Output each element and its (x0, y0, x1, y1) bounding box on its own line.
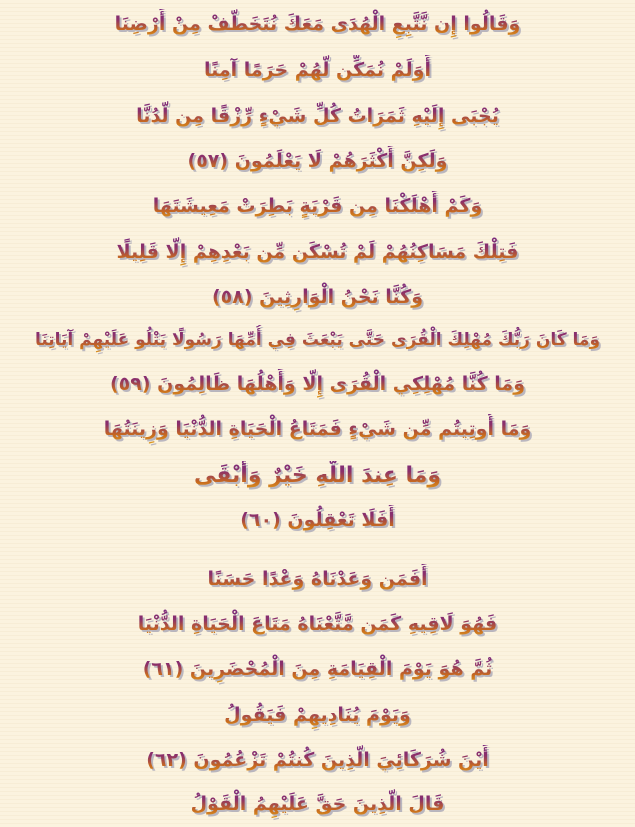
verse-line-12: أَفَلَا تَعْقِلُونَ (٦٠) (0, 505, 635, 535)
verse-line-6: فَتِلْكَ مَسَاكِنُهُمْ لَمْ تُسْكَن مِّن بَعْدِهِمْ إِلَّا قَلِيلًا (0, 237, 635, 267)
verse-line-13: أَفَمَن وَعَدْنَاهُ وَعْدًا حَسَنًا (0, 564, 635, 594)
verse-line-10: وَمَا أُوتِيتُم مِّن شَيْءٍ فَمَتَاعُ الْحَيَاةِ الدُّنْيَا وَزِينَتُهَا (0, 414, 635, 444)
verse-line-9: وَمَا كُنَّا مُهْلِكِي الْقُرَى إِلَّا وَأَهْلُهَا ظَالِمُونَ (٥٩) (0, 369, 635, 399)
verse-line-14: فَهُوَ لَاقِيهِ كَمَن مَّتَّعْنَاهُ مَتَاعَ الْحَيَاةِ الدُّنْيَا (0, 609, 635, 639)
verse-line-8: وَمَا كَانَ رَبُّكَ مُهْلِكَ الْقُرَى حَتَّى يَبْعَثَ فِي أُمِّهَا رَسُولًا يَتْلُو عَلَيْهِمْ آيَاتِنَا (0, 325, 635, 355)
verse-line-5: وَكَمْ أَهْلَكْنَا مِن قَرْيَةٍ بَطِرَتْ مَعِيشَتَهَا (0, 191, 635, 221)
verse-line-7: وَكُنَّا نَحْنُ الْوَارِثِينَ (٥٨) (0, 282, 635, 312)
verse-line-1: وَقَالُوا إِن نَّتَّبِعِ الْهُدَى مَعَكَ نُتَخَطَّفْ مِنْ أَرْضِنَا (0, 9, 635, 39)
verse-line-4: وَلَكِنَّ أَكْثَرَهُمْ لَا يَعْلَمُونَ (٥٧) (0, 146, 635, 176)
verse-line-18: قَالَ الَّذِينَ حَقَّ عَلَيْهِمُ الْقَوْلُ (0, 789, 635, 819)
verse-line-15: ثُمَّ هُوَ يَوْمَ الْقِيَامَةِ مِنَ الْمُحْضَرِينَ (٦١) (0, 654, 635, 684)
verse-line-16: وَيَوْمَ يُنَادِيهِمْ فَيَقُولُ (0, 700, 635, 730)
verse-line-17: أَيْنَ شُرَكَائِيَ الَّذِينَ كُنتُمْ تَزْعُمُونَ (٦٢) (0, 745, 635, 775)
verse-line-2: أَوَلَمْ نُمَكِّن لَّهُمْ حَرَمًا آمِنًا (0, 55, 635, 85)
verse-line-3: يُجْبَى إِلَيْهِ ثَمَرَاتُ كُلِّ شَيْءٍ رِّزْقًا مِن لَّدُنَّا (0, 101, 635, 131)
verse-line-11: وَمَا عِندَ اللَّهِ خَيْرٌ وَأَبْقَى (0, 461, 635, 491)
